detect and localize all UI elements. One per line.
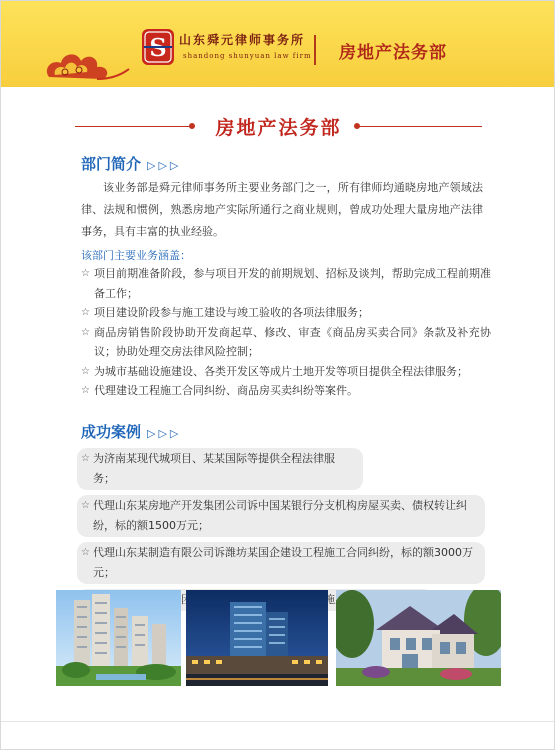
star-bullet-icon: ☆ [81, 307, 90, 318]
star-bullet-icon: ☆ [81, 500, 90, 511]
list-item: ☆ 为城市基础设施建设、各类开发区等成片土地开发等项目提供全程法律服务； [81, 362, 491, 382]
auspicious-cloud-icon [41, 39, 131, 85]
star-bullet-icon: ☆ [81, 385, 90, 396]
business-scope-list [81, 264, 491, 401]
star-bullet-icon: ☆ [81, 326, 90, 338]
star-bullet-icon: ☆ [81, 268, 90, 279]
success-cases-heading-text: 成功案例 [81, 423, 142, 441]
header-department-title: 房地产法务部 [339, 43, 447, 63]
business-scope-heading: 该部门主要业务涵盖： [81, 249, 191, 262]
success-cases-heading [81, 421, 181, 442]
firm-name-chinese: 山东舜元律师事务所 [179, 33, 306, 47]
villa-photo [336, 590, 501, 686]
triple-arrow-icon: ▷▷▷ [147, 427, 182, 440]
list-item: ☆ 代理建设工程施工合同纠纷、商品房买卖纠纷等案件。 [81, 381, 491, 401]
department-intro-heading [81, 153, 181, 174]
list-item: ☆ 商品房销售阶段协助开发商起草、修改、审查《商品房买卖合同》条款及补充协议；协助处理交房法律风险控制； [81, 323, 491, 362]
firm-name-english: shandong shunyuan law firm [183, 52, 312, 60]
banner-rule-right [356, 126, 482, 127]
list-item: ☆ 项目前期准备阶段，参与项目开发的前期规划、招标及谈判，帮助完成工程前期准备工作； [81, 264, 491, 303]
night-office-building-photo [186, 590, 328, 686]
star-bullet-icon: ☆ [81, 547, 90, 558]
star-bullet-icon: ☆ [81, 453, 90, 464]
header-divider [314, 35, 316, 65]
residential-towers-photo [56, 590, 181, 686]
department-intro-paragraph: 该业务部是舜元律师事务所主要业务部门之一，所有律师均通晓房地产领域法律、法规和惯例，熟悉房地产实际所通行之商业规则，曾成功处理大量房地产法律事务，具有丰富的执业经验。 [81, 181, 483, 238]
department-intro-heading-text: 部门简介 [81, 155, 142, 173]
logo-letter: S [149, 33, 167, 62]
list-item: ☆ 项目建设阶段参与施工建设与竣工验收的各项法律服务； [81, 303, 491, 323]
page-header [1, 1, 555, 87]
firm-logo-icon [141, 27, 175, 67]
case-item: ☆ 代理山东某制造有限公司诉潍坊某国企建设工程施工合同纠纷，标的额3000万元； [77, 542, 485, 584]
triple-arrow-icon: ▷▷▷ [147, 159, 182, 172]
star-bullet-icon: ☆ [81, 365, 90, 377]
case-item: ☆ 为济南某现代城项目、某某国际等提供全程法律服务； [77, 448, 363, 490]
case-item: ☆ 代理山东某房地产开发集团公司诉中国某银行分支机构房屋买卖、债权转让纠纷，标的额1500万元； [77, 495, 485, 537]
page-title: 房地产法务部 [215, 117, 342, 139]
footer-divider [1, 721, 555, 722]
